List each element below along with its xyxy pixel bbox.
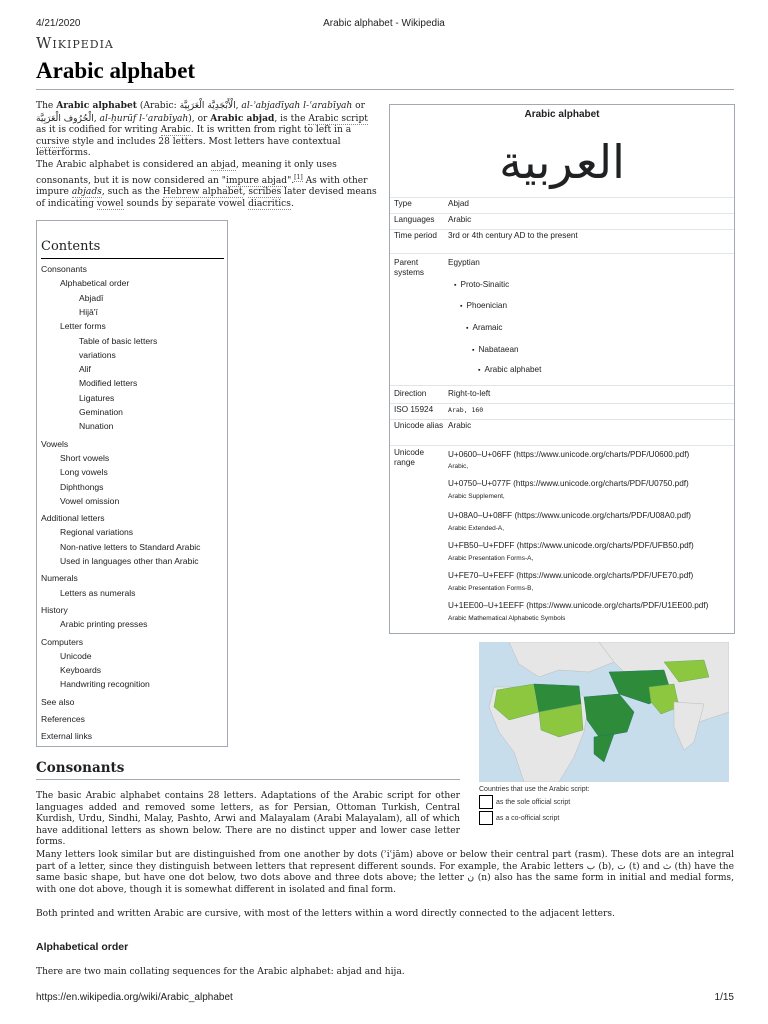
infobox-arabic-script-image: العربية <box>499 135 625 189</box>
toc-item[interactable]: Gemination <box>79 407 123 417</box>
toc-item[interactable]: External links <box>41 731 93 742</box>
row-value: Arab, 160 <box>448 406 484 414</box>
legend-co-official <box>479 811 729 825</box>
toc-item[interactable]: Nunation <box>79 421 114 432</box>
toc-item[interactable]: Table of basic letters <box>79 335 158 346</box>
text: sounds by separate vowel <box>123 198 249 209</box>
arabic-script-world-map <box>479 642 729 782</box>
map-graphic <box>479 642 729 782</box>
row-label: Parent systems <box>394 258 425 277</box>
print-title: Arabic alphabet - Wikipedia <box>323 18 445 29</box>
citation-1[interactable]: [1] <box>294 173 303 181</box>
consonants-paragraph-3: Both printed and written Arabic are cursive, with most of the letters within a word directly connected to the adjacent letters. <box>36 909 615 919</box>
page-title: Arabic alphabet <box>36 58 196 83</box>
text: , <box>235 101 242 111</box>
text: later devised means of indicating <box>36 187 377 209</box>
toc-item[interactable]: Short vowels <box>60 452 110 463</box>
row-label: Languages <box>394 215 435 224</box>
toc-item[interactable]: Vowel omission <box>60 495 120 506</box>
divider <box>390 385 734 386</box>
infobox-title: Arabic alphabet <box>524 109 600 120</box>
legend-sole-official <box>479 795 729 809</box>
toc-item[interactable]: Handwriting recognition <box>60 679 150 690</box>
consonants-paragraph-4: There are two main collating sequences for the Arabic alphabet: abjad and hija. <box>36 967 405 977</box>
unicode-block-name: Arabic Supplement, <box>448 493 505 500</box>
text: style and includes 28 letters. Most letters have contextual letterforms. <box>36 136 341 159</box>
divider <box>390 445 734 446</box>
toc-item[interactable]: Letter forms <box>60 321 106 332</box>
link-diacritics[interactable]: diacritics <box>248 198 291 209</box>
row-label: Time period <box>394 231 437 240</box>
intro-paragraph-2 <box>36 160 380 210</box>
transliteration: al-ḥurūf l-ʿarabīyah <box>99 113 189 124</box>
row-label: Type <box>394 199 412 208</box>
toc-item[interactable]: Hijā'ī <box>79 306 98 317</box>
row-label: Unicode range <box>394 448 425 467</box>
tree-nabataean[interactable]: ▪ Nabataean <box>472 345 756 356</box>
print-url: https://en.wikipedia.org/wiki/Arabic_alphabet <box>36 992 233 1003</box>
unicode-block-name: Arabic Presentation Forms-B, <box>448 585 534 592</box>
toc-item[interactable]: Alphabetical order <box>60 278 130 289</box>
divider <box>390 229 734 230</box>
toc-item[interactable]: Non-native letters to Standard Arabic <box>60 541 201 552</box>
legend-swatch <box>479 811 493 825</box>
unicode-range-link[interactable]: U+0600–U+06FF (https://www.unicode.org/charts/PDF/U0600.pdf) <box>448 450 690 459</box>
subsection-heading-alphabetical-order: Alphabetical order <box>36 941 129 953</box>
toc-item[interactable]: Computers <box>41 636 84 647</box>
toc-item[interactable]: Abjadī <box>79 292 104 303</box>
toc-item[interactable]: History <box>41 604 68 615</box>
text: The Arabic alphabet is considered an <box>36 160 211 170</box>
text: , <box>93 113 100 124</box>
legend-swatch <box>479 795 493 809</box>
tree-aramaic[interactable]: ▪ Aramaic <box>466 323 750 334</box>
text: As with other impure <box>36 175 368 198</box>
toc-item[interactable]: Alif <box>79 364 91 375</box>
toc-item[interactable]: Long vowels <box>60 467 108 478</box>
row-value[interactable]: Arabic <box>448 215 472 224</box>
row-value: Right-to-left <box>448 389 491 398</box>
row-value[interactable]: Egyptian <box>448 258 480 267</box>
link-arabic-script[interactable]: Arabic script <box>308 113 368 124</box>
tree-arabic-alphabet: ▪ Arabic alphabet <box>478 365 762 376</box>
link-hebrew-alphabet[interactable]: Hebrew alphabet <box>162 187 243 198</box>
unicode-block-name: Arabic Extended-A, <box>448 525 505 532</box>
link-cursive[interactable]: cursive <box>36 136 70 147</box>
unicode-block-name: Arabic Mathematical Alphabetic Symbols <box>448 615 566 622</box>
wikipedia-wordmark[interactable]: Wikipedia <box>36 34 114 52</box>
text: ), or <box>188 113 211 124</box>
text: , meaning it only uses consonants, but it is now considered an " <box>36 160 337 186</box>
unicode-range-link[interactable]: U+08A0–U+08FF (https://www.unicode.org/charts/PDF/U08A0.pdf) <box>448 511 692 520</box>
map-caption-text: Countries that use the Arabic script: <box>479 786 590 793</box>
unicode-range-link[interactable]: U+0750–U+077F (https://www.unicode.org/charts/PDF/U0750.pdf) <box>448 479 689 488</box>
toc-item[interactable]: Used in languages other than Arabic <box>60 556 199 566</box>
toc-item[interactable]: Modified letters <box>79 378 138 389</box>
print-header <box>0 18 768 32</box>
toc-item[interactable]: See also <box>41 696 75 707</box>
intro-paragraph-1 <box>36 100 380 160</box>
term-bold: Arabic alphabet <box>56 100 138 111</box>
section-heading-consonants: Consonants <box>36 760 125 776</box>
text: The <box>36 101 57 111</box>
toc-item[interactable]: Ligatures <box>79 392 115 403</box>
toc-item[interactable]: Diphthongs <box>60 481 104 492</box>
toc-item[interactable]: Keyboards <box>60 665 102 676</box>
toc-item[interactable]: Unicode <box>60 650 92 661</box>
toc-item[interactable]: Arabic printing presses <box>60 619 148 630</box>
unicode-range-link[interactable]: U+1EE00–U+1EEFF (https://www.unicode.org/charts/PDF/U1EE00.pdf) <box>448 601 709 610</box>
divider <box>390 213 734 214</box>
toc-item[interactable]: Consonants <box>41 264 87 274</box>
toc-item[interactable]: variations <box>79 349 116 360</box>
term-bold: Arabic abjad <box>210 112 275 124</box>
section-divider <box>36 779 460 780</box>
row-value: 3rd or 4th century AD to the present <box>448 231 578 240</box>
toc-divider <box>41 258 224 259</box>
print-page-number: 1/15 <box>714 992 734 1003</box>
toc-title: Contents <box>41 239 101 254</box>
row-label: ISO 15924 <box>394 405 434 414</box>
toc-item[interactable]: Regional variations <box>60 527 134 538</box>
text: ". <box>287 175 295 186</box>
toc-item[interactable]: Additional letters <box>41 513 105 524</box>
unicode-range-link[interactable]: U+FB50–U+FDFF (https://www.unicode.org/charts/PDF/UFB50.pdf) <box>448 541 694 550</box>
divider <box>390 197 734 198</box>
infobox <box>389 104 735 634</box>
consonants-paragraph-1: The basic Arabic alphabet contains 28 letters. Adaptations of the Arabic script for other languages added and removed some letters, as for Persian, Ottoman Turkish, Central Kurdish, Urdu, Sindhi, Malay, Pashto, Arwi and Malayalam (Arabi Malayalam), all of which have additional letters as shown below. There are no distinct upper and lower case letter forms. <box>36 791 460 848</box>
link-arabic[interactable]: Arabic <box>160 125 191 136</box>
arabic-term: الْأَبْجَدِيَّة الْعَرَبِيَّة <box>179 101 236 111</box>
link-abjads[interactable]: abjads <box>71 187 102 198</box>
transliteration: al-ʾabjadīyah l-ʿarabīyah <box>241 101 353 111</box>
text: or <box>352 101 365 111</box>
arabic-term: الْحُرُوف الْعَرَبِيَّة <box>36 113 94 124</box>
text: , is the <box>274 113 309 124</box>
link-scribes[interactable]: scribes <box>248 187 282 198</box>
divider <box>390 403 734 404</box>
divider <box>390 253 734 254</box>
text: as it is codified for writing <box>36 125 161 136</box>
link-abjad[interactable]: abjad <box>210 160 237 170</box>
row-label: Unicode alias <box>394 421 444 430</box>
divider <box>390 419 734 420</box>
text: , such as the <box>101 187 163 198</box>
text: . <box>290 198 294 209</box>
row-value: Arabic <box>448 421 472 430</box>
row-value[interactable]: Abjad <box>448 199 469 208</box>
tree-proto-sinaitic[interactable]: ▪ Proto-Sinaitic <box>454 280 738 291</box>
text: , <box>242 187 249 198</box>
toc-item[interactable]: References <box>41 714 85 724</box>
unicode-range-link[interactable]: U+FE70–U+FEFF (https://www.unicode.org/charts/PDF/UFE70.pdf) <box>448 571 694 580</box>
unicode-block-name: Arabic Presentation Forms-A, <box>448 555 534 562</box>
consonants-paragraph-2: Many letters look similar but are distinguished from one another by dots (ʾiʿjām) above or below their central part (rasm). These dots are an integral part of a letter, since they distinguish between letters that represent different sounds. For example, the Arabic letters ب (b), ت (t) and ث (th) have the same basic shape, but have one dot below, two dots above and three dots above; the letter ن (n) also has the same form in initial and medial forms, with one dot above, though it is somewhat different in isolated and final form. <box>36 850 734 895</box>
legend-label: as a co-official script <box>496 814 560 822</box>
row-label: Direction <box>394 389 427 398</box>
text: (Arabic: <box>137 101 180 111</box>
title-divider <box>36 89 734 90</box>
tree-phoenician[interactable]: ▪ Phoenician <box>460 301 744 312</box>
legend-label: as the sole official script <box>496 798 571 806</box>
print-date: 4/21/2020 <box>36 18 81 29</box>
unicode-block-name: Arabic, <box>448 463 469 470</box>
link-impure-abjad[interactable]: impure abjad <box>225 175 288 186</box>
toc-item[interactable]: Vowels <box>41 438 69 449</box>
toc-item[interactable]: Numerals <box>41 573 78 584</box>
table-of-contents <box>36 220 228 747</box>
toc-item[interactable]: Letters as numerals <box>60 587 136 598</box>
link-vowel[interactable]: vowel <box>96 198 124 209</box>
text: . It is written from right to left in a <box>190 125 352 136</box>
map-caption <box>479 786 729 825</box>
